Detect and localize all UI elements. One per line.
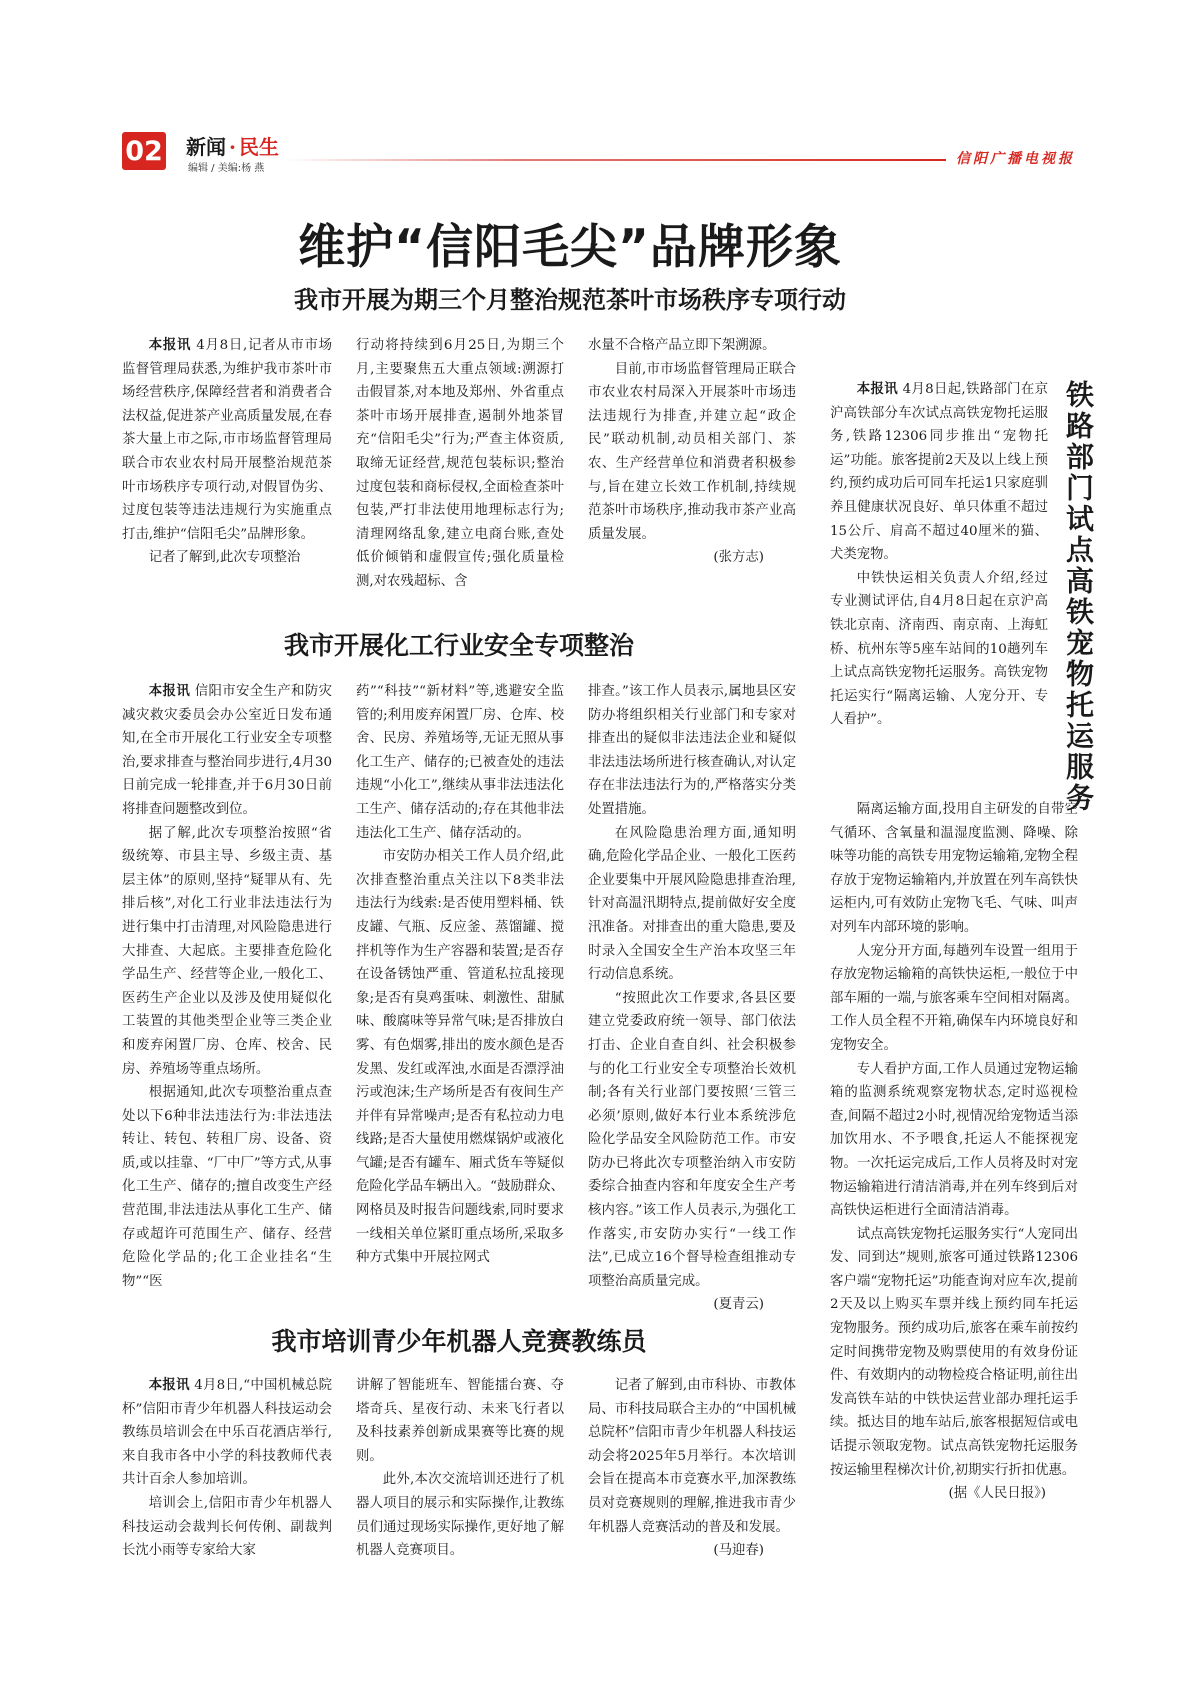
paper-name: 信阳广播电视报 — [956, 151, 1075, 167]
article3-lead: 本报讯 — [148, 1378, 190, 1393]
article2-col3-p3: “按照此次工作要求,各县区要建立党委政府统一领导、部门依法打击、企业自查自纠、社会积极参与的化工行业安全专项整治长效机制;各有关行业部门要按照‘三管三必须’原则,做好本行业本系统涉危险化学品安全风险防范工作。市安防办已将此次专项整治纳入市安防委综合抽查内容和年度安全生产考核内容。”该工作人员表示,为强化工作落实,市安防办实行“一线工作法”,已成立16个督导检查组推动专项整治高质量完成。 — [588, 990, 796, 1289]
article4-title: 铁路部门试点高铁宠物托运服务 — [1062, 380, 1095, 814]
article3-col2-p1: 讲解了智能班车、智能擂台赛、夺塔奇兵、星夜行动、未来飞行者以及科技素养创新成果赛等比赛的规则。 — [356, 1378, 564, 1464]
article4-p1: 4月8日起,铁路部门在京沪高铁部分车次试点高铁宠物托运服务,铁路12306同步推出“宠物托运”功能。旅客提前2天及以上线上预约,预约成功后可同车托运1只家庭驯养且健康状况良好、单只体重不超过15公斤、肩高不超过40厘米的猫、犬类宠物。 — [830, 382, 1049, 563]
article2-col1-p2: 据了解,此次专项整治按照“省级统筹、市县主导、乡级主责、基层主体”的原则,坚持“疑罪从有、先排后核”,对化工行业非法违法行为进行集中打击清理,对风险隐患进行大排查、大起底。主要排查危险化学品生产、经营等企业,一般化工、医药生产企业以及涉及使用疑似化工装置的其他类型企业等三类企业和废弃闲置厂房、仓库、校舍、民房、养殖场等重点场所。 — [122, 825, 332, 1077]
article3-title: 我市培训青少年机器人竞赛教练员 — [271, 1327, 647, 1356]
article4-p4: 人宠分开方面,每趟列车设置一组用于存放宠物运输箱的高铁快运柜,一般位于中部车厢的一端,与旅客乘车空间相对隔离。工作人员全程不开箱,确保车内环境良好和宠物安全。 — [830, 943, 1078, 1053]
article1-lead: 本报讯 — [148, 338, 192, 353]
article4-lead: 本报讯 — [856, 382, 898, 397]
article2-col2-p1: 药”“科技”“新材料”等,逃避安全监管的;利用废弃闲置厂房、仓库、校舍、民房、养殖场等,无证无照从事化工生产、储存的;已被查处的违法违规“小化工”,继续从事非法违法化工生产、储存活动的;存在其他非法违法化工生产、储存活动的。 — [356, 684, 564, 841]
article1-col3-p2: 目前,市市场监督管理局正联合市农业农村局深入开展茶叶市场违法违规行为排查,并建立起“政企民”联动机制,动员相关部门、茶农、生产经营单位和消费者积极参与,旨在建立长效工作机制,持续规范茶叶市场秩序,推动我市茶产业高质量发展。 — [588, 361, 796, 542]
section-main: 新闻 — [186, 135, 226, 159]
article1-column-1 — [122, 334, 332, 570]
article3-column-3 — [588, 1374, 796, 1563]
article4-p5: 专人看护方面,工作人员通过宠物运输箱的监测系统观察宠物状态,定时巡视检查,间隔不超过2小时,视情况给宠物适当添加饮用水、不予喂食,托运人不能探视宠物。一次托运完成后,工作人员将及时对宠物运输箱进行清洁消毒,并在列车终到后对高铁快运柜进行全面清洁消毒。 — [830, 1061, 1078, 1219]
article1-column-3 — [588, 334, 796, 570]
header-rule — [286, 159, 946, 161]
article3-column-1 — [122, 1374, 332, 1563]
article3-col3-p1: 记者了解到,由市科协、市教体局、市科技局联合主办的“中国机械总院杯”信阳市青少年机器人科技运动会将2025年5月举行。本次培训会旨在提高本市竞赛水平,加深教练员对竞赛规则的理解,推进我市青少年机器人竞赛活动的普及和发展。 — [588, 1378, 796, 1535]
section-name — [186, 131, 279, 160]
section-sub: 民生 — [238, 135, 279, 159]
article2-lead: 本报讯 — [148, 684, 191, 699]
article1-title: 维护“信阳毛尖”品牌形象 — [298, 220, 842, 275]
article3-col1-p1: 4月8日,“中国机械总院杯”信阳市青少年机器人科技运动会教练员培训会在中乐百花酒店举行,来自我市各中小学的科技教师代表共计百余人参加培训。 — [122, 1378, 332, 1488]
article3-col1-p2: 培训会上,信阳市青少年机器人科技运动会裁判长何传俐、副裁判长沈小雨等专家给大家 — [122, 1495, 332, 1559]
article2-title: 我市开展化工行业安全专项整治 — [283, 631, 634, 660]
article2-column-3 — [588, 680, 796, 1317]
article1-subtitle: 我市开展为期三个月整治规范茶叶市场秩序专项行动 — [294, 286, 846, 314]
article4-body — [830, 798, 1078, 1506]
article4-p6: 试点高铁宠物托运服务实行“人宠同出发、同到达”规则,旅客可通过铁路12306客户端“宠物托运”功能查询对应车次,提前2天及以上购买车票并线上预约同车托运宠物服务。预约成功后,旅客在乘车前按约定时间携带宠物及购票使用的有效身份证件、有效期内的动物检疫合格证明,前往出发高铁车站的中铁快运营业部办理托运手续。抵达目的地车站后,旅客根据短信或电话提示领取宠物。试点高铁宠物托运服务按运输里程梯次计价,初期实行折扣优惠。 — [830, 1226, 1078, 1478]
article4-p2: 中铁快运相关负责人介绍,经过专业测试评估,自4月8日起在京沪高铁北京南、济南西、南京南、上海虹桥、杭州东等5座车站间的10趟列车上试点高铁宠物托运服务。高铁宠物托运实行“隔离运输、人宠分开、专人看护”。 — [830, 570, 1048, 728]
article2-column-1 — [122, 680, 332, 1293]
article2-col3-p2: 在风险隐患治理方面,通知明确,危险化学品企业、一般化工医药企业要集中开展风险隐患排查治理,针对高温汛期特点,提前做好安全度汛准备。对排查出的重大隐患,要及时录入全国安全生产治本攻坚三年行动信息系统。 — [588, 825, 796, 983]
article2-col2-p2: 市安防办相关工作人员介绍,此次排查整治重点关注以下8类非法违法行为线索:是否使用塑料桶、铁皮罐、气瓶、反应釜、蒸馏罐、搅拌机等作为生产容器和装置;是否存在设备锈蚀严重、管道私拉乱接现象;是否有臭鸡蛋味、刺激性、甜腻味、酸腐味等异常气味;是否排放白雾、有色烟雾,排出的废水颜色是否发黑、发红或浑浊,水面是否漂浮油污或泡沫;生产场所是否有夜间生产并伴有异常噪声;是否有私拉动力电线路;是否大量使用燃煤锅炉或液化气罐;是否有罐车、厢式货车等疑似危险化学品车辆出入。“鼓励群众、网格员及时报告问题线索,同时要求一线相关单位紧盯重点场所,采取多种方式集中开展拉网式 — [356, 849, 564, 1266]
article1-col2-p1: 行动将持续到6月25日,为期三个月,主要聚焦五大重点领域:溯源打击假冒茶,对本地及郑州、外省重点茶叶市场开展排查,遏制外地茶冒充“信阳毛尖”行为;严查主体资质,取缔无证经营,规范包装标识;整治过度包装和商标侵权,全面检查茶叶包装,严打非法使用地理标志行为;清理网络乱象,建立电商台账,查处低价倾销和虚假宣传;强化质量检测,对农残超标、含 — [356, 338, 564, 589]
article3-column-2 — [356, 1374, 564, 1563]
article1-byline: (张方志) — [713, 550, 764, 566]
section-dot: · — [229, 135, 236, 159]
article2-col1-p1: 信阳市安全生产和防灾减灾救灾委员会办公室近日发布通知,在全市开展化工行业安全专项整治,要求排查与整治同步进行,4月30日前完成一轮排查,并于6月30日前将排查问题整改到位。 — [122, 684, 333, 817]
article1-column-2 — [356, 334, 564, 594]
editor-credit: 编辑 / 美编:杨 燕 — [188, 163, 265, 174]
article2-col1-p3: 根据通知,此次专项整治重点查处以下6种非法违法行为:非法违法转让、转包、转租厂房、设备、资质,或以挂靠、“厂中厂”等方式,从事化工生产、储存的;擅自改变生产经营范围,非法违法从事化工生产、储存或超许可范围生产、储存、经营危险化学品的;化工企业挂名“生物”“医 — [122, 1085, 332, 1289]
article3-col2-p2: 此外,本次交流培训还进行了机器人项目的展示和实际操作,让教练员们通过现场实际操作,更好地了解机器人竞赛项目。 — [356, 1472, 564, 1559]
article4-intro — [830, 378, 1048, 732]
article1-col3-p1: 水量不合格产品立即下架溯源。 — [588, 338, 776, 353]
page-number: 02 — [122, 132, 166, 170]
article1-col1-p2: 记者了解到,此次专项整治 — [148, 550, 301, 566]
article4-p3: 隔离运输方面,投用自主研发的自带空气循环、含氧量和温湿度监测、降噪、除味等功能的高铁专用宠物运输箱,宠物全程存放于宠物运输箱内,并放置在列车高铁快运柜内,可有效防止宠物飞毛、气味、叫声对列车内部环境的影响。 — [830, 802, 1078, 935]
article4-byline: (据《人民日报》) — [948, 1486, 1046, 1502]
article2-column-2 — [356, 680, 564, 1270]
article3-byline: (马迎春) — [713, 1543, 764, 1559]
article2-byline: (夏青云) — [713, 1297, 764, 1313]
article1-col1-p1: 4月8日,记者从市市场监督管理局获悉,为维护我市茶叶市场经营秩序,保障经营者和消费者合法权益,促进茶产业高质量发展,在春茶大量上市之际,市市场监督管理局联合市农业农村局开展整治规范茶叶市场秩序专项行动,对假冒伪劣、过度包装等违法违规行为实施重点打击,维护“信阳毛尖”品牌形象。 — [122, 338, 332, 542]
article2-col3-p1: 排查。”该工作人员表示,属地县区安防办将组织相关行业部门和专家对排查出的疑似非法违法企业和疑似非法违法场所进行核查确认,对认定存在非法违法行为的,严格落实分类处置措施。 — [588, 684, 796, 817]
